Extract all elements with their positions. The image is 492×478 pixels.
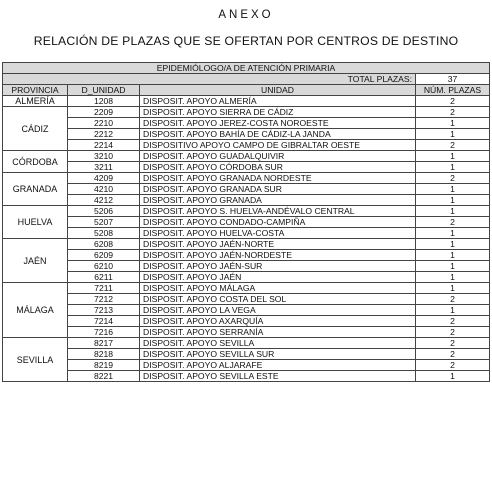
plazas-cell: 2 [416,173,490,184]
plazas-cell: 2 [416,316,490,327]
unidad-cell: DISPOSIT. APOYO SIERRA DE CÁDIZ [140,107,416,118]
section-title-row [3,63,490,74]
unidad-cell: DISPOSIT. APOYO MÁLAGA [140,283,416,294]
unidad-cell: DISPOSIT. APOYO SEVILLA SUR [140,349,416,360]
table-row [3,206,490,217]
provincia-cell: MÁLAGA [3,283,68,338]
table-row [3,272,490,283]
plazas-cell: 1 [416,239,490,250]
codigo-cell: 6208 [68,239,140,250]
table-row [3,338,490,349]
plazas-cell: 2 [416,338,490,349]
unidad-cell: DISPOSIT. APOYO GRANADA [140,195,416,206]
codigo-cell: 2214 [68,140,140,151]
plazas-cell: 1 [416,261,490,272]
section-title: EPIDEMIÓLOGO/A DE ATENCIÓN PRIMARIA [3,63,490,74]
total-label: TOTAL PLAZAS: [3,74,416,85]
codigo-cell: 8218 [68,349,140,360]
table-row [3,195,490,206]
table-row [3,162,490,173]
codigo-cell: 3211 [68,162,140,173]
unidad-cell: DISPOSITIVO APOYO CAMPO DE GIBRALTAR OESTE [140,140,416,151]
codigo-cell: 5206 [68,206,140,217]
table-row [3,129,490,140]
codigo-cell: 3210 [68,151,140,162]
plazas-table-body [3,63,490,382]
document-subtitle: RELACIÓN DE PLAZAS QUE SE OFERTAN POR CENTROS DE DESTINO [33,34,459,48]
provincia-cell: SEVILLA [3,338,68,382]
codigo-cell: 6211 [68,272,140,283]
column-header-row [3,85,490,96]
unidad-cell: DISPOSIT. APOYO GRANADA SUR [140,184,416,195]
codigo-cell: 4212 [68,195,140,206]
unidad-cell: DISPOSIT. APOYO HUELVA-COSTA [140,228,416,239]
codigo-cell: 7213 [68,305,140,316]
codigo-cell: 6210 [68,261,140,272]
table-row [3,305,490,316]
table-row [3,371,490,382]
table-row [3,327,490,338]
provincia-cell: CÁDIZ [3,107,68,151]
unidad-cell: DISPOSIT. APOYO SEVILLA ESTE [140,371,416,382]
plazas-cell: 1 [416,162,490,173]
codigo-cell: 7212 [68,294,140,305]
unidad-cell: DISPOSIT. APOYO ALJARAFE [140,360,416,371]
unidad-cell: DISPOSIT. APOYO JAÉN-NORTE [140,239,416,250]
unidad-cell: DISPOSIT. APOYO BAHÍA DE CÁDIZ-LA JANDA [140,129,416,140]
table-row [3,228,490,239]
plazas-cell: 2 [416,327,490,338]
plazas-cell: 1 [416,129,490,140]
unidad-cell: DISPOSIT. APOYO LA VEGA [140,305,416,316]
plazas-cell: 1 [416,118,490,129]
table-row [3,151,490,162]
column-header-d-unidad: D_UNIDAD [68,85,140,96]
codigo-cell: 5207 [68,217,140,228]
unidad-cell: DISPOSIT. APOYO GRANADA NORDESTE [140,173,416,184]
plazas-cell: 2 [416,294,490,305]
plazas-cell: 2 [416,107,490,118]
plazas-cell: 1 [416,250,490,261]
plazas-table [2,62,490,382]
total-value: 37 [416,74,490,85]
provincia-cell: JAÉN [3,239,68,283]
unidad-cell: DISPOSIT. APOYO JAÉN [140,272,416,283]
plazas-cell: 1 [416,305,490,316]
provincia-cell: CÓRDOBA [3,151,68,173]
provincia-cell: ALMERÍA [3,96,68,107]
codigo-cell: 8217 [68,338,140,349]
table-row [3,239,490,250]
plazas-cell: 1 [416,371,490,382]
plazas-cell: 2 [416,96,490,107]
plazas-cell: 1 [416,272,490,283]
unidad-cell: DISPOSIT. APOYO COSTA DEL SOL [140,294,416,305]
plazas-cell: 1 [416,283,490,294]
plazas-cell: 2 [416,349,490,360]
codigo-cell: 7214 [68,316,140,327]
column-header-provincia: PROVINCIA [3,85,68,96]
unidad-cell: DISPOSIT. APOYO ALMERÍA [140,96,416,107]
unidad-cell: DISPOSIT. APOYO JAÉN-SUR [140,261,416,272]
plazas-cell: 1 [416,206,490,217]
codigo-cell: 7216 [68,327,140,338]
table-row [3,118,490,129]
table-row [3,316,490,327]
anexo-heading: ANEXO [218,9,274,21]
provincia-cell: HUELVA [3,206,68,239]
table-row [3,184,490,195]
unidad-cell: DISPOSIT. APOYO S. HUELVA-ANDÉVALO CENTRAL [140,206,416,217]
codigo-cell: 2212 [68,129,140,140]
unidad-cell: DISPOSIT. APOYO AXARQUÍA [140,316,416,327]
codigo-cell: 7211 [68,283,140,294]
column-header-plazas: NÚM. PLAZAS [416,85,490,96]
codigo-cell: 4209 [68,173,140,184]
plazas-cell: 1 [416,184,490,195]
codigo-cell: 1208 [68,96,140,107]
codigo-cell: 4210 [68,184,140,195]
table-row [3,96,490,107]
table-row [3,294,490,305]
unidad-cell: DISPOSIT. APOYO JAÉN-NORDESTE [140,250,416,261]
plazas-cell: 1 [416,195,490,206]
table-row [3,217,490,228]
codigo-cell: 5208 [68,228,140,239]
codigo-cell: 6209 [68,250,140,261]
plazas-cell: 2 [416,140,490,151]
table-row [3,250,490,261]
table-row [3,107,490,118]
codigo-cell: 8221 [68,371,140,382]
table-row [3,360,490,371]
total-row [3,74,490,85]
table-row [3,173,490,184]
unidad-cell: DISPOSIT. APOYO JEREZ-COSTA NOROESTE [140,118,416,129]
plazas-cell: 2 [416,217,490,228]
codigo-cell: 2210 [68,118,140,129]
column-header-unidad: UNIDAD [140,85,416,96]
table-row [3,283,490,294]
table-row [3,261,490,272]
unidad-cell: DISPOSIT. APOYO SEVILLA [140,338,416,349]
codigo-cell: 2209 [68,107,140,118]
provincia-cell: GRANADA [3,173,68,206]
unidad-cell: DISPOSIT. APOYO GUADALQUIVIR [140,151,416,162]
plazas-cell: 1 [416,228,490,239]
codigo-cell: 8219 [68,360,140,371]
plazas-cell: 1 [416,151,490,162]
table-row [3,349,490,360]
unidad-cell: DISPOSIT. APOYO CONDADO-CAMPIÑA [140,217,416,228]
plazas-cell: 2 [416,360,490,371]
table-row [3,140,490,151]
unidad-cell: DISPOSIT. APOYO SERRANÍA [140,327,416,338]
unidad-cell: DISPOSIT. APOYO CÓRDOBA SUR [140,162,416,173]
